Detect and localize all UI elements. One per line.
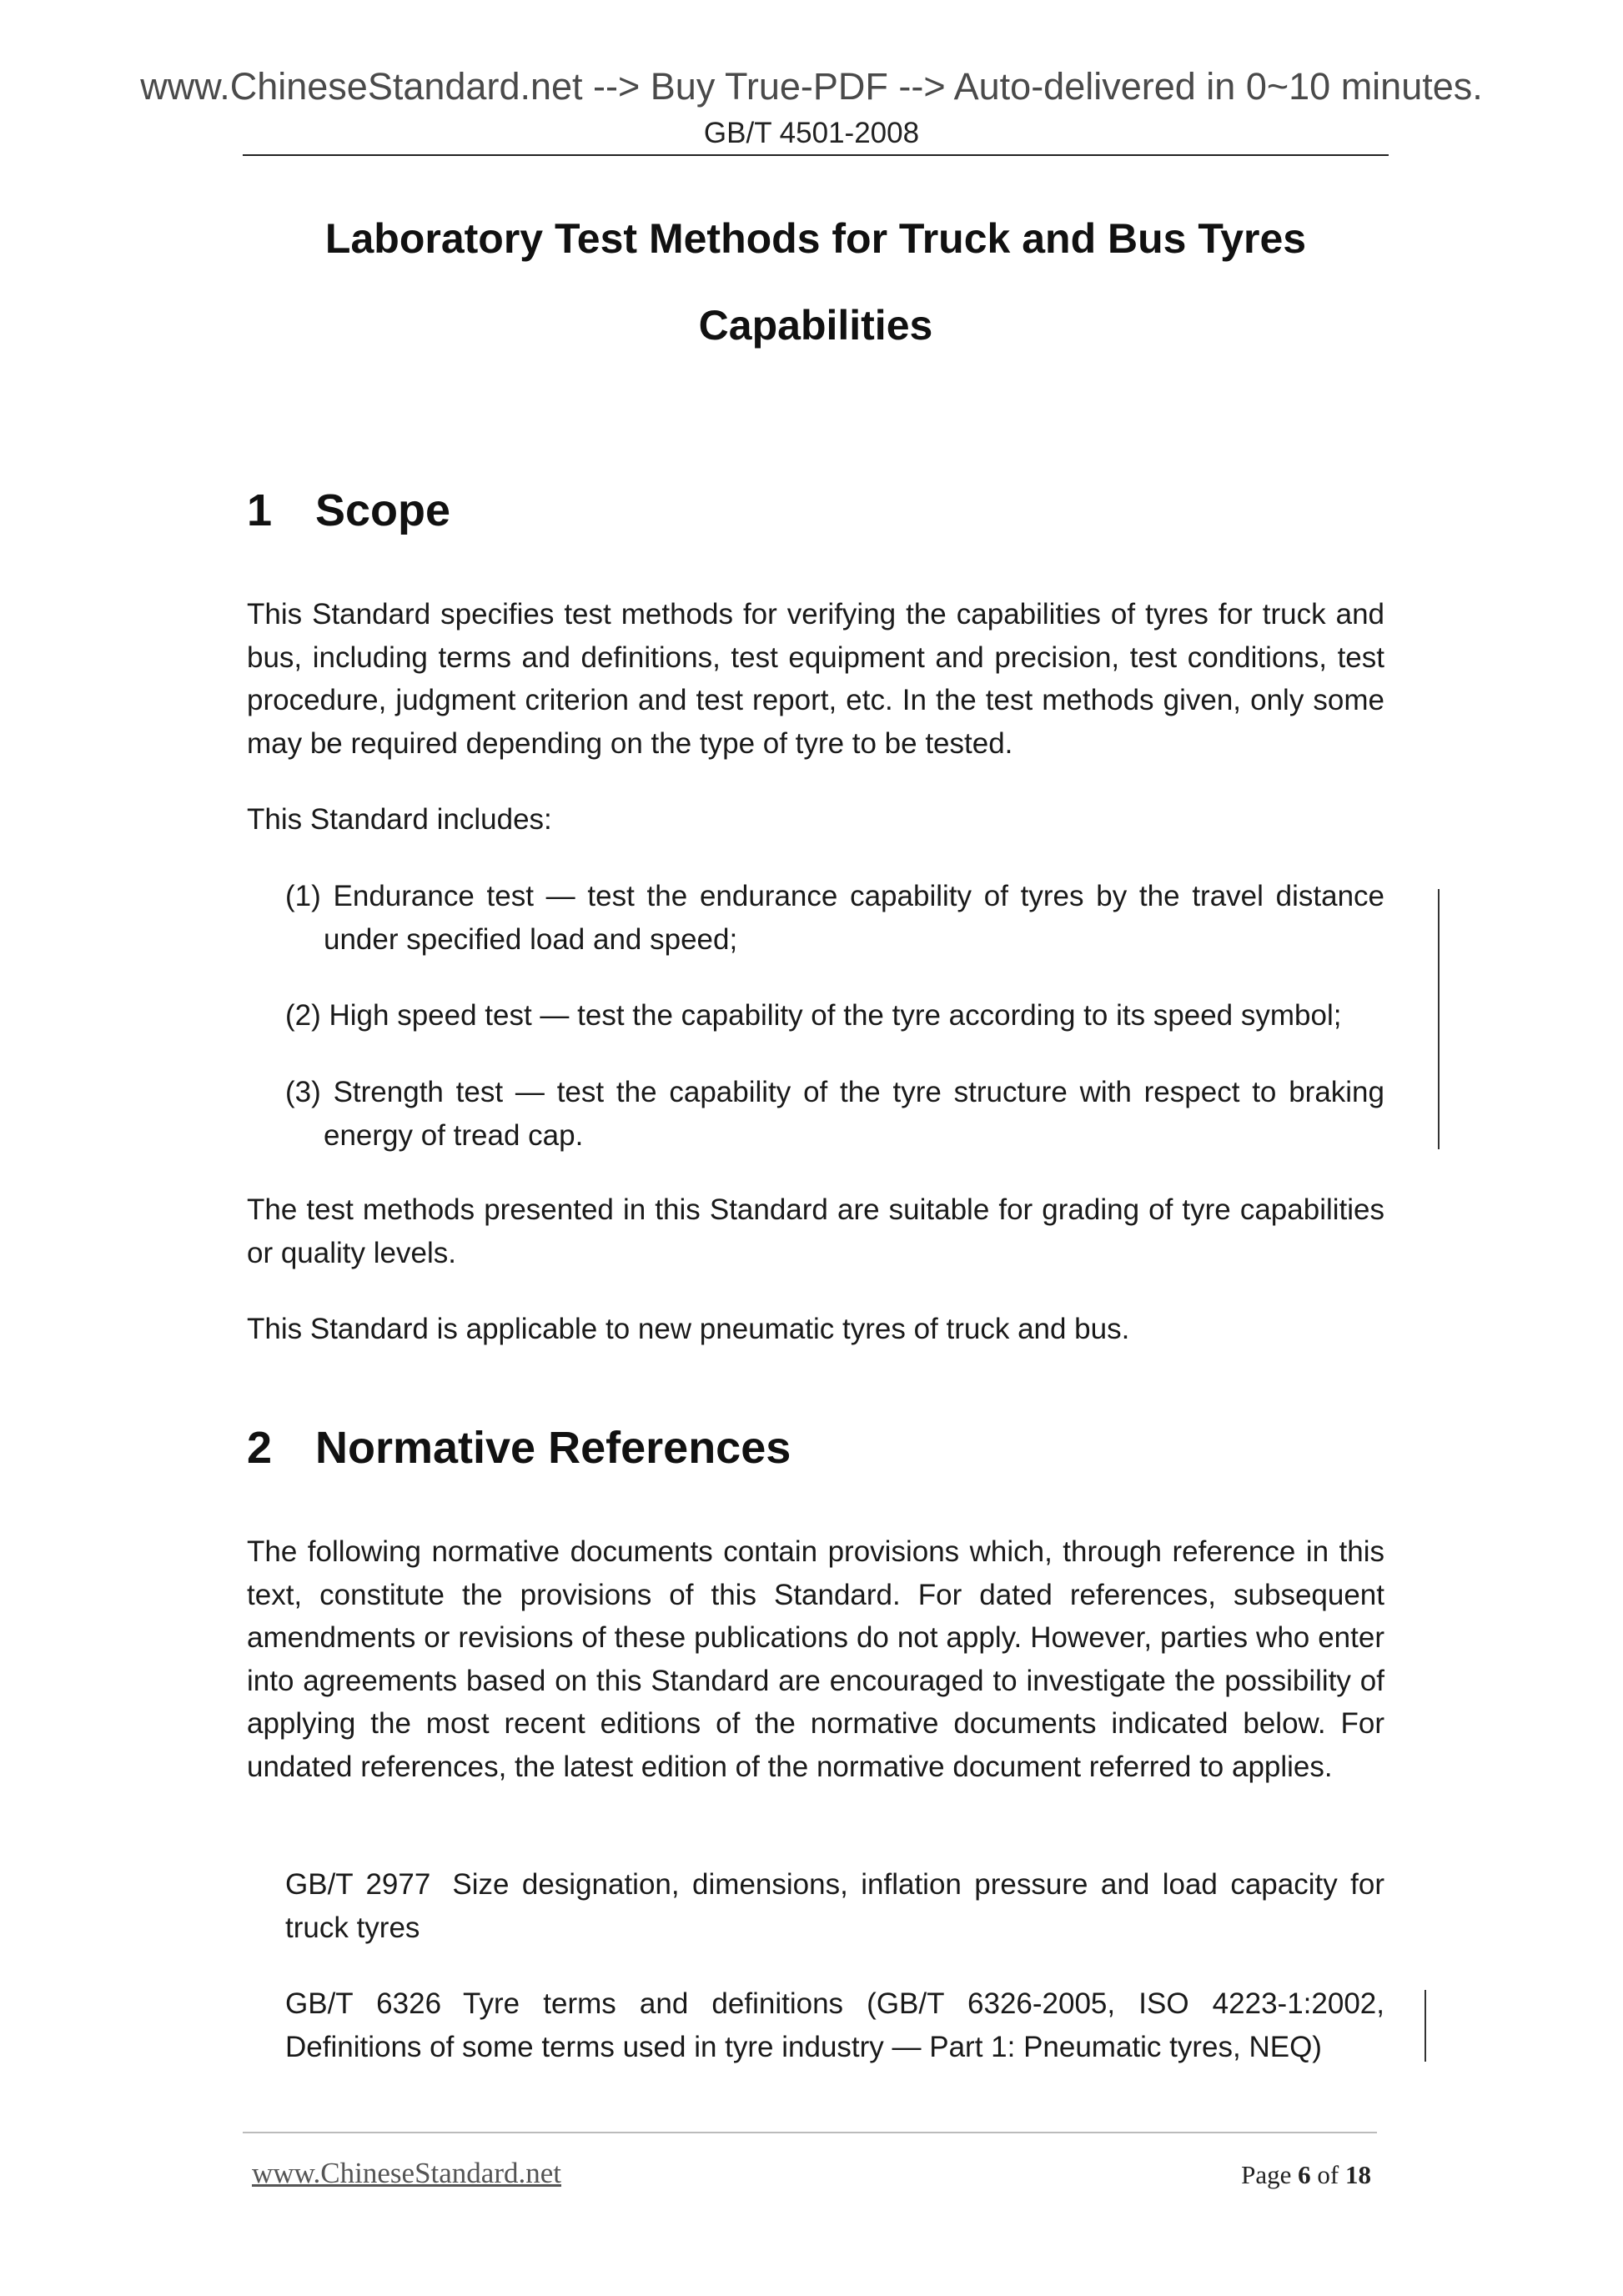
- document-title-line1: Laboratory Test Methods for Truck and Bus Tyres: [324, 215, 1307, 262]
- page-current: 6: [1298, 2160, 1311, 2189]
- reference-text: Size designation, dimensions, inflation pressure and load capacity for truck tyres: [285, 1868, 1384, 1944]
- document-title-line2: Capabilities: [698, 302, 933, 349]
- reference-entry: [285, 1863, 1384, 1949]
- scope-list-item-3: (3) Strength test — test the capability of the tyre structure with respect to braking energy of tread cap.: [285, 1076, 1384, 1152]
- reference-code: GB/T 2977: [285, 1868, 431, 1901]
- scope-paragraph-3: The test methods presented in this Standard are suitable for grading of tyre capabilities or quality levels.: [247, 1193, 1384, 1269]
- revision-bar: [1438, 889, 1440, 1149]
- page-number: [1241, 2158, 1371, 2192]
- reference-entry: [285, 1982, 1384, 2068]
- header-banner: www.ChineseStandard.net --> Buy True-PDF --> Auto-delivered in 0~10 minutes.: [140, 65, 1483, 108]
- section-1-title: Scope: [315, 485, 451, 535]
- section-1-heading: [247, 484, 450, 537]
- section-2-number: 2: [247, 1423, 273, 1473]
- scope-paragraph-1: This Standard specifies test methods for verifying the capabilities of tyres for truck and bus, including terms and definitions, test equipment and precision, test conditions, test procedure, judgment criterion and test report, etc. In the test methods given, only some may be required depending on the type of tyre to be tested.: [247, 598, 1384, 760]
- footer-divider: [243, 2132, 1377, 2133]
- footer-website-link[interactable]: www.ChineseStandard.net: [252, 2157, 561, 2189]
- reference-code: GB/T 6326: [285, 1987, 442, 2020]
- reference-text: Tyre terms and definitions (GB/T 6326-2005, ISO 4223-1:2002, Definitions of some terms used in tyre industry — Part 1: Pneumatic tyres, NEQ): [285, 1987, 1384, 2063]
- standard-code: GB/T 4501-2008: [703, 117, 920, 149]
- references-intro: The following normative documents contain provisions which, through reference in this text, constitute the provisions of this Standard. For dated references, subsequent amendments or revisions of these publications do not apply. However, parties who enter into agreements based on this Standard are encouraged to investigate the possibility of applying the most recent editions of the normative documents indicated below. For undated references, the latest edition of the normative document referred to applies.: [247, 1535, 1384, 1783]
- scope-list-item-2: (2) High speed test — test the capability of the tyre according to its speed symbol;: [285, 999, 1342, 1032]
- revision-bar: [1425, 1990, 1426, 2062]
- section-1-number: 1: [247, 485, 273, 535]
- page-of-label: of: [1317, 2160, 1339, 2189]
- page-label: Page: [1241, 2160, 1292, 2189]
- section-2-title: Normative References: [315, 1423, 791, 1473]
- header-divider: [243, 154, 1389, 156]
- scope-list-item-1: (1) Endurance test — test the endurance capability of tyres by the travel distance under specified load and speed;: [285, 880, 1384, 956]
- scope-paragraph-2: This Standard includes:: [247, 803, 552, 836]
- page-total: 18: [1345, 2160, 1371, 2189]
- scope-paragraph-4: This Standard is applicable to new pneumatic tyres of truck and bus.: [247, 1313, 1130, 1345]
- section-2-heading: [247, 1421, 791, 1475]
